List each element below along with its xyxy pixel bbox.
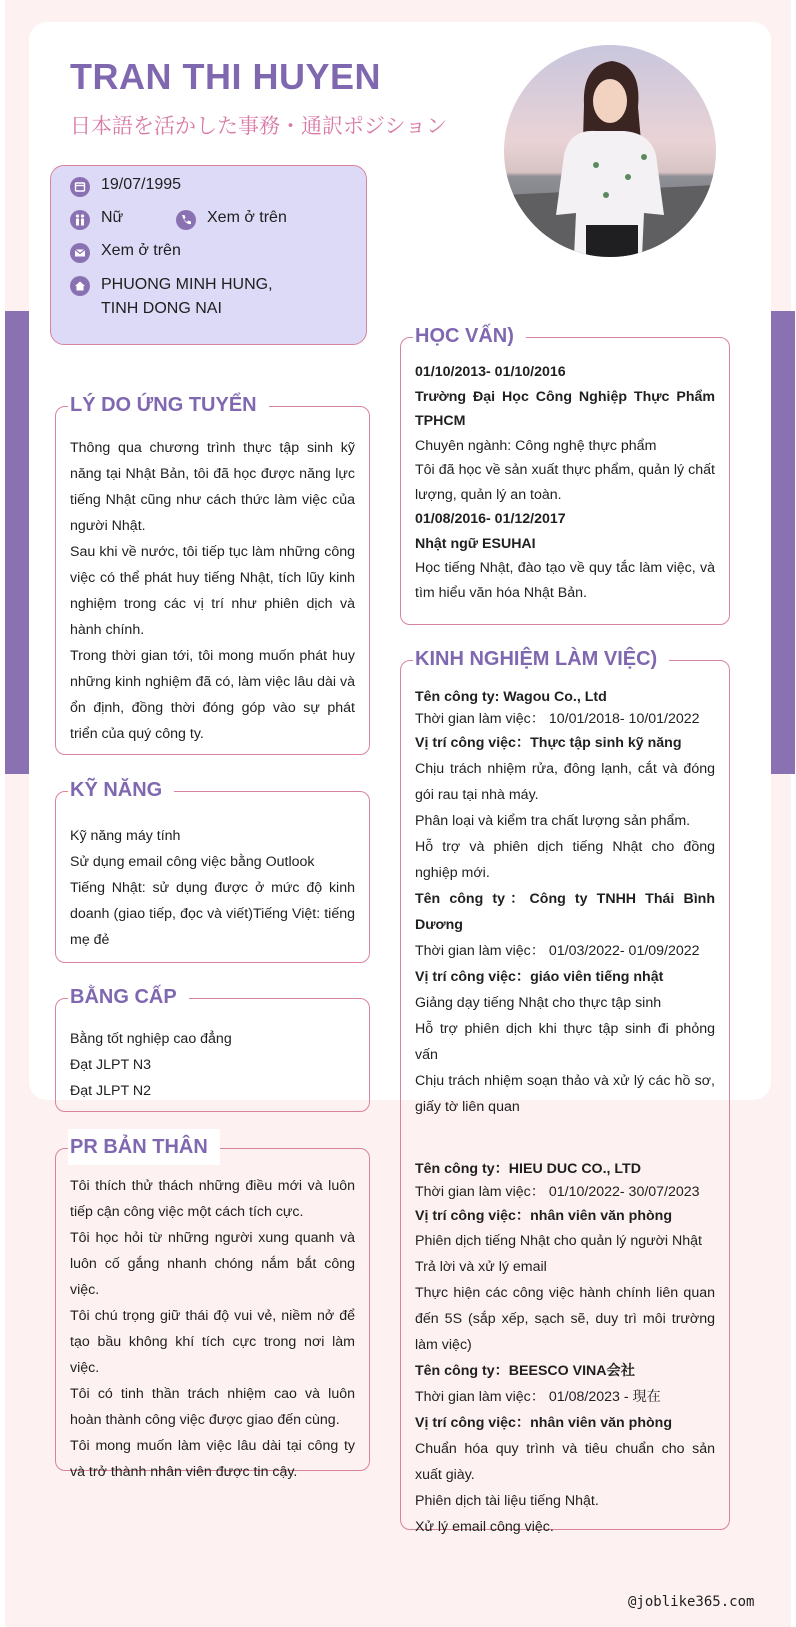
- job-position: Vị trí công việc：nhân viên văn phòng: [415, 1208, 672, 1224]
- job-duty: Thực hiện các công việc hành chính liên quan đến 5S (sắp xếp, sạch sẽ, duy trì môi trường làm việc): [415, 1285, 715, 1353]
- self-pr-paragraph: Tôi mong muốn làm việc lâu dài tại công ty và trở thành nhân viên được tin cậy.: [70, 1438, 355, 1480]
- certificates-title: BẰNG CẤP: [68, 979, 189, 1015]
- company-name: Tên công ty：BEESCO VINA会社: [415, 1363, 635, 1379]
- desired-position: 日本語を活かした事務・通訳ポジション: [70, 115, 448, 138]
- education-detail: Học tiếng Nhật, đào tạo về quy tắc làm việc, và tìm hiểu văn hóa Nhật Bản.: [415, 560, 715, 601]
- reason-paragraph: Thông qua chương trình thực tập sinh kỹ năng tại Nhật Bản, tôi đã học được năng lực tiếng Nhật cũng như cách thức làm việc của người Nhật.: [70, 440, 355, 534]
- reason-paragraph: Sau khi về nước, tôi tiếp tục làm những công việc có thể phát huy tiếng Nhật, tích lũy kinh nghiệm trong các vị trí như phiên dịch và hành chính.: [70, 544, 355, 638]
- job-duty: Phiên dịch tài liệu tiếng Nhật.: [415, 1493, 599, 1509]
- experience-section: [400, 648, 730, 1535]
- work-period: Thời gian làm việc： 01/03/2022- 01/09/2022: [415, 943, 700, 959]
- education-section: [400, 325, 730, 625]
- address-row: [70, 275, 290, 321]
- certificates-body: [70, 1026, 355, 1104]
- job-position: Vị trí công việc：giáo viên tiếng nhật: [415, 969, 664, 985]
- decor-band-left: [5, 311, 29, 774]
- job-duty: Phiên dịch tiếng Nhật cho quản lý người Nhật: [415, 1233, 702, 1249]
- birthday-row: [70, 176, 181, 197]
- certificate-item: Đạt JLPT N2: [70, 1083, 151, 1099]
- phone-value: Xem ở trên: [207, 209, 287, 226]
- company-name: Tên công ty：HIEU DUC CO., LTD: [415, 1161, 641, 1177]
- email-value: Xem ở trên: [101, 242, 181, 259]
- education-body: [415, 360, 715, 605]
- certificates-section: [55, 986, 370, 1112]
- self-pr-paragraph: Tôi chú trọng giữ thái độ vui vẻ, niềm nở để tạo bầu không khí tích cực trong nơi làm việc.: [70, 1308, 355, 1376]
- experience-title: KINH NGHIỆM LÀM VIỆC): [413, 641, 669, 677]
- decor-band-right: [771, 311, 795, 774]
- work-period: Thời gian làm việc： 01/08/2023 - 現在: [415, 1389, 661, 1405]
- education-school: Nhật ngữ ESUHAI: [415, 535, 536, 552]
- education-school: Trường Đại Học Công Nghiệp Thực Phẩm TPHCM: [415, 388, 715, 429]
- self-pr-paragraph: Tôi có tinh thần trách nhiệm cao và luôn hoàn thành công việc được giao đến cùng.: [70, 1386, 355, 1428]
- education-title: HỌC VẤN): [413, 318, 526, 354]
- skill-item: Sử dụng email công việc bằng Outlook: [70, 854, 315, 870]
- company-name: Tên công ty: Wagou Co., Ltd: [415, 689, 607, 705]
- email-icon: [70, 243, 90, 263]
- birthday-value: 19/07/1995: [101, 176, 182, 193]
- skills-body: [70, 823, 355, 953]
- job-position: Vị trí công việc：Thực tập sinh kỹ năng: [415, 735, 682, 751]
- job-position: Vị trí công việc：nhân viên văn phòng: [415, 1415, 672, 1431]
- candidate-name: TRAN THI HUYEN: [70, 56, 381, 97]
- calendar-icon: [70, 177, 90, 197]
- job-duty: Trả lời và xử lý email: [415, 1259, 547, 1275]
- phone-icon: [176, 210, 196, 230]
- contact-info-box: [50, 165, 367, 345]
- job-duty: Hỗ trợ phiên dịch khi thực tập sinh đi phỏng vấn: [415, 1021, 715, 1063]
- profile-photo: [504, 45, 716, 257]
- job-duty: Hỗ trợ và phiên dịch tiếng Nhật cho đồng nghiệp mới.: [415, 839, 715, 881]
- self-pr-paragraph: Tôi học hỏi từ những người xung quanh và luôn cố gắng nhanh chóng nắm bắt công việc.: [70, 1230, 355, 1298]
- skill-item: Tiếng Nhật: sử dụng được ở mức độ kinh doanh (giao tiếp, đọc và viết)Tiếng Việt: tiếng mẹ đẻ: [70, 880, 355, 948]
- address-value: PHUONG MINH HUNG, TINH DONG NAI: [101, 276, 273, 317]
- gender-row: [70, 209, 123, 230]
- company-name: Tên công ty：Công ty TNHH Thái Bình Dương: [415, 891, 715, 933]
- education-period: 01/08/2016- 01/12/2017: [415, 511, 566, 527]
- reason-section: [55, 394, 370, 755]
- reason-paragraph: Trong thời gian tới, tôi mong muốn phát huy những kinh nghiệm đã có, làm việc lâu dài và ổn định, đồng thời đóng góp vào sự phát triển của quý công ty.: [70, 648, 355, 742]
- education-period: 01/10/2013- 01/10/2016: [415, 364, 566, 380]
- education-detail: Chuyên ngành: Công nghệ thực phẩm: [415, 437, 657, 454]
- certificate-item: Bằng tốt nghiệp cao đẳng: [70, 1031, 232, 1047]
- self-pr-paragraph: Tôi thích thử thách những điều mới và luôn tiếp cận công việc một cách tích cực.: [70, 1178, 355, 1220]
- work-period: Thời gian làm việc： 01/10/2022- 30/07/2023: [415, 1184, 700, 1200]
- self-pr-body: [70, 1173, 355, 1485]
- experience-body: [415, 686, 715, 1540]
- skills-title: KỸ NĂNG: [68, 772, 174, 808]
- phone-row: [176, 209, 287, 230]
- education-detail: Tôi đã học về sản xuất thực phẩm, quản lý chất lượng, quản lý an toàn.: [415, 462, 715, 503]
- self-pr-section: [55, 1136, 370, 1480]
- reason-title: LÝ DO ỨNG TUYỂN: [68, 387, 269, 423]
- gender-value: Nữ: [101, 209, 124, 226]
- skill-item: Kỹ năng máy tính: [70, 828, 181, 844]
- job-duty: Giảng dạy tiếng Nhật cho thực tập sinh: [415, 995, 662, 1011]
- home-icon: [70, 276, 90, 296]
- certificate-item: Đạt JLPT N3: [70, 1057, 151, 1073]
- self-pr-title: PR BẢN THÂN: [68, 1129, 220, 1165]
- reason-body: [70, 435, 355, 747]
- email-row: [70, 242, 181, 263]
- footer-watermark: @joblike365.com: [628, 1594, 755, 1610]
- job-duty: Chịu trách nhiệm rửa, đông lạnh, cắt và đóng gói rau tại nhà máy.: [415, 761, 715, 803]
- gender-icon: [70, 210, 90, 230]
- job-duty: Xử lý email công việc.: [415, 1519, 554, 1535]
- work-period: Thời gian làm việc： 10/01/2018- 10/01/2022: [415, 711, 700, 727]
- job-duty: Chịu trách nhiệm soạn thảo và xử lý các hồ sơ, giấy tờ liên quan: [415, 1073, 715, 1115]
- skills-section: [55, 779, 370, 963]
- job-duty: Chuẩn hóa quy trình và tiêu chuẩn cho sản xuất giày.: [415, 1441, 715, 1483]
- job-duty: Phân loại và kiểm tra chất lượng sản phẩm.: [415, 813, 691, 829]
